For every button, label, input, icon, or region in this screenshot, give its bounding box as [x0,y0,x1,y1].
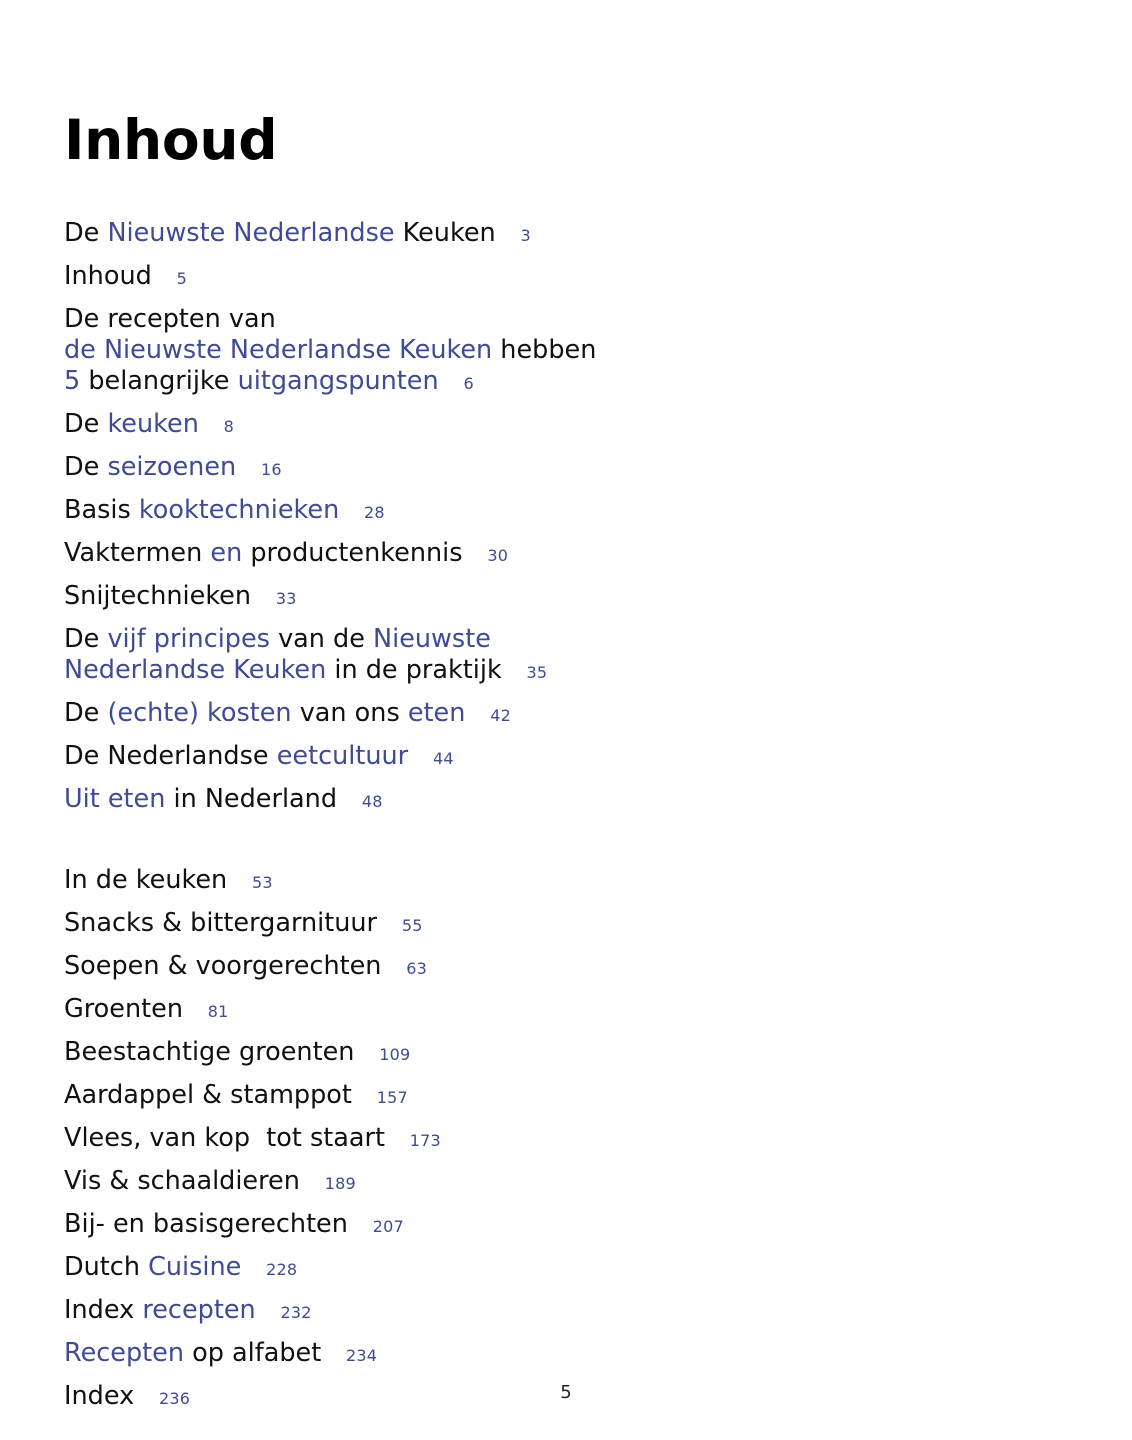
toc-entry-page-number: 228 [266,1260,298,1279]
toc-entry-text: de Nieuwste Nederlandse Keuken [64,335,493,365]
toc-entry-text: De Nederlandse [64,741,277,771]
toc-entry-text: De [64,698,108,728]
toc-entry-text: Vlees, van kop tot staart [64,1123,385,1153]
toc-entry[interactable] [64,409,1064,442]
toc-entry[interactable] [64,218,1064,251]
table-of-contents [64,218,1064,1414]
toc-entry[interactable] [64,951,1064,984]
toc-entry-text: De [64,409,108,439]
toc-entry-text: eetcultuur [276,741,409,771]
toc-entry-text: Uit eten [64,784,166,814]
toc-entry[interactable] [64,1166,1064,1199]
toc-entry[interactable] [64,452,1064,485]
toc-entry-page-number: 30 [487,546,509,565]
toc-entry-text: Groenten [64,994,183,1024]
toc-entry-text: vijf principes [107,624,270,654]
toc-entry-page-number: 44 [432,749,454,768]
toc-entry-page-number: 189 [324,1174,356,1193]
toc-entry-text: Nieuwste Nederlandse [107,218,403,248]
toc-entry-text: van ons [291,698,408,728]
toc-entry-text: Index [64,1295,143,1325]
toc-entry[interactable] [64,304,1064,399]
toc-entry-text: uitgangspunten [237,366,439,396]
toc-entry-text: Dutch [64,1252,149,1282]
toc-entry[interactable] [64,1037,1064,1070]
toc-entry-text: De [64,218,108,248]
toc-entry[interactable] [64,741,1064,774]
toc-entry-text: Cuisine [148,1252,242,1282]
toc-entry-text: De [64,624,108,654]
toc-entry-text: Index [64,1381,135,1411]
toc-entry-text: op alfabet [184,1338,322,1368]
toc-entry-page-number: 42 [490,706,511,725]
toc-entry-page-number: 35 [526,663,548,682]
toc-entry-text: Aardappel & stamppot [64,1080,352,1110]
toc-entry-page-number: 16 [260,460,282,479]
toc-entry-page-number: 28 [364,503,385,522]
toc-entry-text: Nieuwste [373,624,491,654]
toc-entry-page-number: 109 [379,1045,411,1064]
toc-entry-page-number: 55 [401,916,423,935]
toc-entry[interactable] [64,698,1064,731]
toc-entry[interactable] [64,865,1064,898]
toc-entry[interactable] [64,1123,1064,1156]
toc-entry-text: en [210,538,243,568]
toc-entry-text: hebben [492,335,597,365]
toc-entry-page-number: 6 [463,374,474,393]
toc-entry-page-number: 236 [159,1389,191,1408]
toc-entry-text: Vis & schaaldieren [64,1166,300,1196]
toc-entry[interactable] [64,581,1064,614]
toc-entry[interactable] [64,1209,1064,1242]
toc-entry-text: Recepten [64,1338,185,1368]
toc-section-gap [64,827,1064,865]
toc-entry-text: 5 [64,366,81,396]
toc-entry-text: seizoenen [107,452,237,482]
toc-entry-text: In de keuken [64,865,228,895]
toc-entry-page-number: 48 [361,792,383,811]
toc-entry-page-number: 3 [520,226,531,245]
toc-entry[interactable] [64,261,1064,294]
toc-entry[interactable] [64,994,1064,1027]
toc-entry-text: Nederlandse Keuken [64,655,327,685]
toc-entry-text: De recepten van [64,304,276,334]
toc-entry-page-number: 157 [376,1088,408,1107]
toc-entry[interactable] [64,784,1064,817]
toc-entry-text: Vaktermen [64,538,211,568]
toc-entry-text: Snijtechnieken [64,581,252,611]
toc-entry[interactable] [64,538,1064,571]
toc-entry-text: in Nederland [165,784,338,814]
toc-entry-text: (echte) kosten [107,698,292,728]
toc-entry-page-number: 5 [176,269,187,288]
toc-entry-page-number: 53 [251,873,273,892]
toc-entry-text: belangrijke [80,366,238,396]
toc-entry-text: productenkennis [242,538,463,568]
toc-entry-text: Snacks & bittergarnituur [64,908,378,938]
toc-entry-text: Inhoud [64,261,152,291]
toc-entry-text: Basis [64,495,139,525]
toc-entry-text: in de praktijk [326,655,502,685]
toc-entry[interactable] [64,1338,1064,1371]
toc-entry[interactable] [64,1295,1064,1328]
toc-entry[interactable] [64,908,1064,941]
toc-entry-page-number: 234 [346,1346,378,1365]
toc-entry[interactable] [64,495,1064,528]
toc-entry-text: kooktechnieken [138,495,340,525]
toc-entry-page-number: 33 [275,589,297,608]
toc-entry-text: keuken [107,409,199,439]
toc-entry[interactable] [64,1080,1064,1113]
toc-entry-page-number: 63 [406,959,428,978]
page-title: Inhoud [64,108,278,172]
toc-entry-text: Keuken [402,218,496,248]
toc-entry-text: Bij- en basisgerechten [64,1209,348,1239]
toc-entry-page-number: 173 [409,1131,441,1150]
toc-entry-page-number: 232 [280,1303,312,1322]
page-folio-number: 5 [560,1382,572,1403]
toc-entry-text: Soepen & voorgerechten [64,951,382,981]
toc-entry-text: recepten [142,1295,256,1325]
toc-entry-page-number: 81 [207,1002,229,1021]
toc-entry-text: De [64,452,108,482]
toc-entry-text: van de [269,624,374,654]
toc-entry[interactable] [64,1252,1064,1285]
toc-entry-page-number: 207 [372,1217,404,1236]
toc-entry-text: Beestachtige groenten [64,1037,355,1067]
toc-entry-page-number: 8 [223,417,235,436]
toc-entry[interactable] [64,624,1064,688]
toc-entry-text: eten [407,698,466,728]
